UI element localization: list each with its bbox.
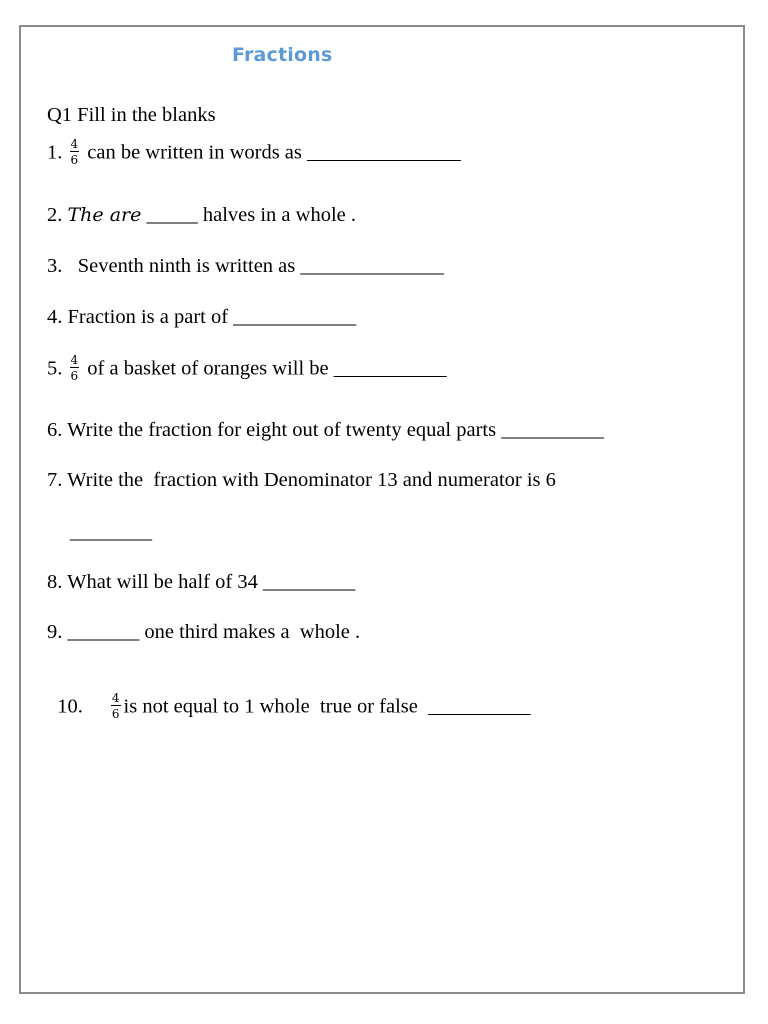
- fraction-denominator: 6: [111, 706, 120, 721]
- question-7: 7. Write the fraction with Denominator 13 and numerator is 6: [47, 469, 556, 491]
- question-2-number: 2.: [47, 204, 63, 226]
- question-8: 8. What will be half of 34 _________: [47, 571, 356, 593]
- question-1-text: can be written in words as _______________: [87, 141, 461, 164]
- fraction-four-sixths: [70, 354, 80, 382]
- question-5-text: of a basket of oranges will be ___________: [87, 357, 447, 380]
- question-6: 6. Write the fraction for eight out of twenty equal parts __________: [47, 419, 604, 441]
- question-2: [47, 205, 356, 226]
- question-7-blank: ________: [70, 521, 152, 543]
- question-5-number: 5.: [47, 357, 63, 380]
- page-title: Fractions: [232, 44, 333, 66]
- question-5: [47, 353, 447, 384]
- fraction-numerator: 4: [70, 137, 79, 151]
- section-heading: Q1 Fill in the blanks: [47, 104, 216, 126]
- fraction-numerator: 4: [70, 353, 79, 367]
- fraction-denominator: 6: [70, 369, 79, 383]
- question-3: 3. Seventh ninth is written as ______________: [47, 255, 444, 277]
- question-9: 9. _______ one third makes a whole .: [47, 621, 361, 643]
- question-1-number: 1.: [47, 141, 63, 164]
- fraction-four-sixths: [111, 692, 121, 720]
- question-1: [47, 137, 461, 168]
- page-border: [19, 25, 745, 994]
- question-2-text: _____ halves in a whole .: [141, 204, 356, 226]
- fraction-numerator: 4: [111, 690, 120, 705]
- question-10-text: is not equal to 1 whole true or false __________: [123, 695, 531, 718]
- question-4: 4. Fraction is a part of ____________: [47, 306, 357, 328]
- fraction-denominator: 6: [70, 153, 79, 167]
- question-10-number: 10.: [57, 695, 83, 718]
- fraction-four-sixths: [70, 138, 80, 166]
- question-10: [47, 673, 531, 722]
- question-2-italic-text: The are: [67, 204, 142, 226]
